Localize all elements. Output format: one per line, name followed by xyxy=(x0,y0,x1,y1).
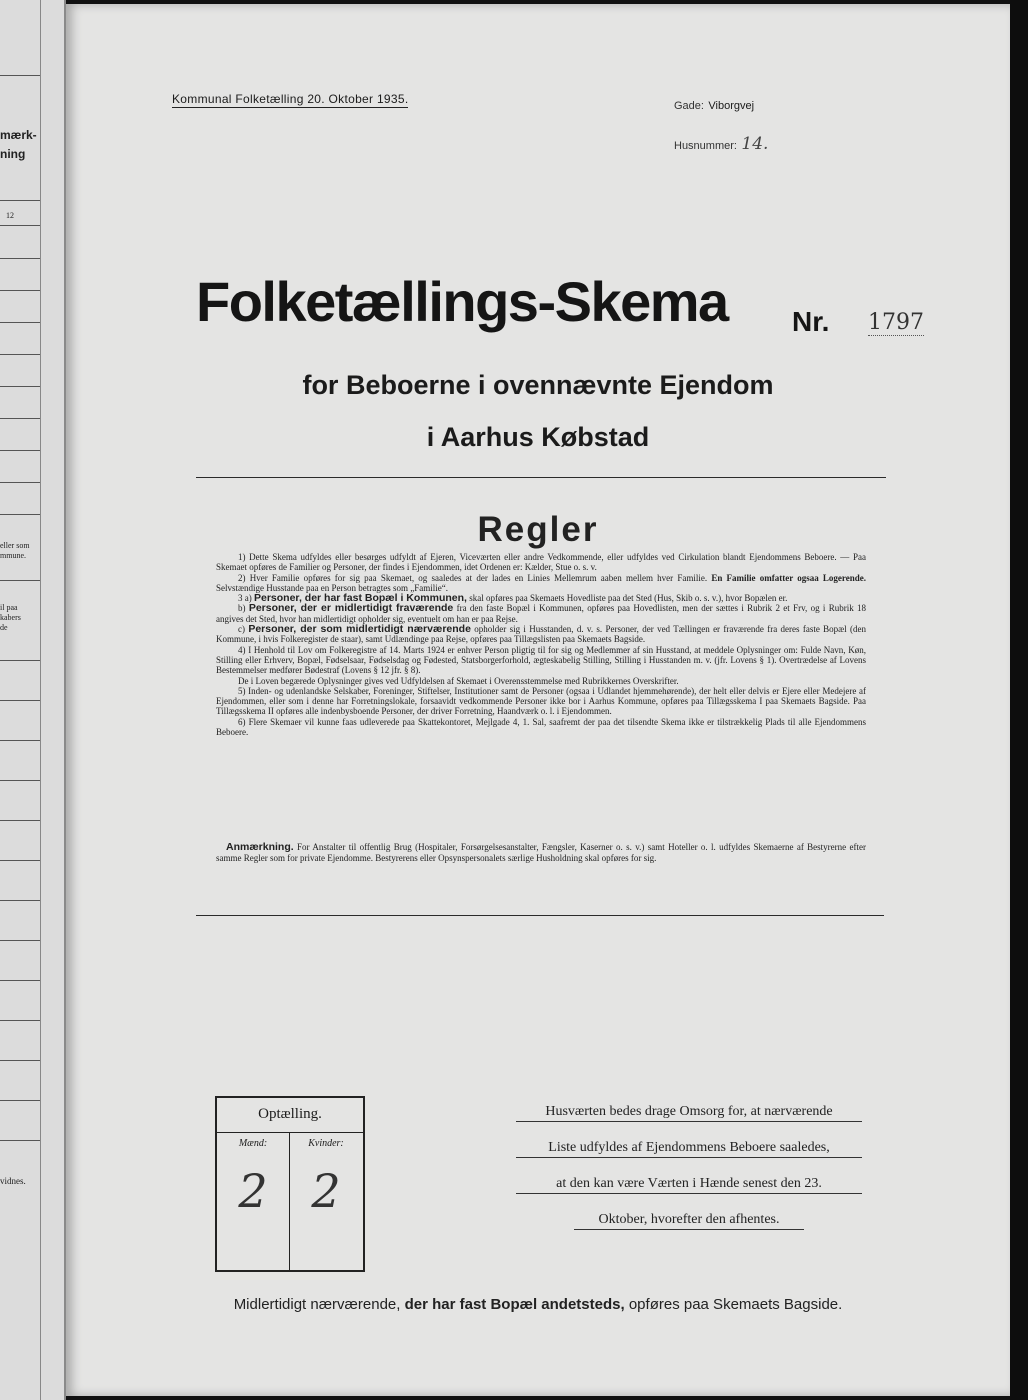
rule-5: 5) Inden- og udenlandske Selskaber, Foreninger, Stiftelser, Institutioner samt de Personer (ogsaa i Udlandet hjemmehørende), der helt eller delvis er Ejere eller Medejere af Ejendommen, eller som i denne har Forretningslokale, forsaavidt vedkommende Personer ikke bor i Aarhus Kommune, opføres paa Tillægsskema I paa Skemaets Bagside. Paa Tillægsskema II opføres alle indenbysboende Personer, der driver Forretning, Haandværk o. l. i Ejendommen. xyxy=(216,685,866,717)
left-page-rule xyxy=(0,1140,40,1141)
rule-3a-bold: Personer, der har fast Bopæl i Kommunen, xyxy=(254,592,467,605)
rule-2-text-end: Selvstændige Husstande paa en Person betragtes som „Familie“. xyxy=(216,582,448,593)
note-text: For Anstalter til offentlig Brug (Hospitaler, Forsørgelsesanstalter, Fængsler, Kaserner o. s. v.) samt Hoteller o. l. udfyldes Skemaerne af Bestyrerne efter samme Regler som for private Ejendomme. Bestyrerens eller Opsynspersonalets særlige Husholdning skal opføres for sig. xyxy=(216,842,866,863)
house-number-value: 14. xyxy=(741,134,769,154)
left-page-text: kabers xyxy=(0,613,21,622)
census-form-page xyxy=(66,4,1010,1396)
left-page-rule xyxy=(0,450,40,451)
left-page-rule xyxy=(0,1100,40,1101)
women-label: Kvinder: xyxy=(308,1138,344,1149)
men-count: 2 xyxy=(238,1164,268,1218)
left-page-text: mmune. xyxy=(0,551,26,560)
rule-3b-bold: Personer, der er midlertidigt fraværende xyxy=(248,602,454,615)
divider-top xyxy=(196,477,886,478)
rule-3c-text: opholder sig i Husstanden, d. v. s. Personer, der ved Tællingen er fraværende fra deres faste Bopæl (den Kommune, i hvis Folkeregister de staar), samt Udlændinge paa Rejse, opføres paa Tillægslisten paa Skemaets Bagside. xyxy=(216,624,867,645)
left-page-rule xyxy=(0,200,40,201)
left-page-rule xyxy=(0,482,40,483)
rule-2 xyxy=(216,573,866,594)
instruction-line-4: Oktober, hvorefter den afhentes. xyxy=(574,1212,804,1230)
rule-3a-text: skal opføres paa Skemaets Hovedliste paa det Sted (Hus, Skib o. s. v.), hvor Bopælen er. xyxy=(469,593,788,604)
rule-3c-bold: Personer, der som midlertidigt nærværende xyxy=(248,623,471,636)
house-number-field xyxy=(674,134,768,154)
instruction-line-2: Liste udfyldes af Ejendommens Beboere saaledes, xyxy=(516,1140,862,1158)
left-page-rule xyxy=(0,940,40,941)
rule-1: 1) Dette Skema udfyldes eller besørges udfyldt af Ejeren, Viceværten eller andre Vedkommende, eller udfyldes ved Cirkulation blandt Ejendommens Beboere. — Paa Skemaet opføres de Familier og Personer, der findes i Ejendommen, idet Ordenen er: Kælder, Stue o. s. v. xyxy=(216,552,866,573)
footer-note xyxy=(66,1296,1010,1313)
left-page-text: de xyxy=(0,623,8,632)
men-label: Mænd: xyxy=(238,1138,268,1149)
rules-body xyxy=(216,552,866,737)
street-value: Viborgvej xyxy=(708,100,755,112)
form-title: Folketællings-Skema xyxy=(196,270,728,333)
rule-3a-number: 3 a) xyxy=(238,593,252,604)
house-number-label: Husnummer: xyxy=(674,140,737,152)
left-page-margin-line xyxy=(40,0,41,1400)
left-page-rule xyxy=(0,225,40,226)
instruction-line-1: Husværten bedes drage Omsorg for, at nærværende xyxy=(516,1104,862,1122)
footer-bold: der har fast Bopæl andetsteds, xyxy=(404,1296,625,1313)
street-label: Gade: xyxy=(674,100,704,112)
rule-6: 6) Flere Skemaer vil kunne faas udleverede paa Skattekontoret, Mejlgade 4, 1. Sal, saafremt der paa det tilsendte Skema ikke er tilstrækkelig Plads til alle Ejendommens Beboere. xyxy=(216,716,866,738)
left-page-rule xyxy=(0,860,40,861)
form-subtitle-2: i Aarhus Købstad xyxy=(426,422,650,452)
left-page-rule xyxy=(0,290,40,291)
footer-text: Midlertidigt nærværende, xyxy=(233,1296,401,1313)
women-count: 2 xyxy=(311,1164,341,1218)
count-box-divider xyxy=(217,1132,363,1133)
count-box xyxy=(215,1096,365,1272)
form-number: 1797 xyxy=(868,310,924,335)
rule-3b-text: fra den faste Bopæl i Kommunen, opføres paa Hovedlisten, men der sættes i Rubrik 2 et Frv, og i Rubrik 18 angives det Sted, hvor han midlertidigt opholder sig, eventuelt om han er paa Rejse. xyxy=(216,603,867,624)
left-page-rule xyxy=(0,660,40,661)
divider-bottom xyxy=(196,915,884,916)
left-page-rule xyxy=(0,1020,40,1021)
scan-border xyxy=(1010,0,1028,1400)
left-page-text: il paa xyxy=(0,603,18,612)
rule-4: 4) I Henhold til Lov om Folkeregistre af 14. Marts 1924 er enhver Person pligtig til for sig og Medlemmer af sin Husstand, at meddele Oplysninger om: Fulde Navn, Køn, Stilling eller Erhverv, Bopæl, Fødselsaar, Fødselsdag og Fødested, Statsborgerforhold, ægteskabelig Stilling, Stilling i Husstanden m. v. (jfr. Lovens § 1). Overtrædelse af Lovens Bestemmelser medfører Bødestraf (Lovens § 12 jfr. § 8). xyxy=(216,644,866,676)
left-page-text: eller som xyxy=(0,541,30,550)
rule-2-bold: En Familie omfatter ogsaa Logerende. xyxy=(711,572,866,583)
left-page-rule xyxy=(0,354,40,355)
rule-3b-number: b) xyxy=(238,603,246,614)
rules-heading: Regler xyxy=(477,510,599,549)
left-page-rule xyxy=(0,820,40,821)
left-page-rule xyxy=(0,322,40,323)
note xyxy=(216,842,866,863)
count-box-title: Optælling. xyxy=(258,1106,322,1122)
street-field xyxy=(674,96,754,114)
left-page-text: vidnes. xyxy=(0,1176,26,1186)
instruction-line-3: at den kan være Værten i Hænde senest den 23. xyxy=(516,1176,862,1194)
census-title-header: Kommunal Folketælling 20. Oktober 1935. xyxy=(172,92,409,106)
left-page-text: 12 xyxy=(6,211,14,220)
left-page-fragment xyxy=(0,0,66,1400)
left-page-text: ning xyxy=(0,147,26,161)
note-label: Anmærkning. xyxy=(226,841,294,853)
left-page-rule xyxy=(0,900,40,901)
rule-3c xyxy=(216,624,866,645)
form-subtitle-1: for Beboerne i ovennævnte Ejendom xyxy=(302,370,774,400)
left-page-text: mærk- xyxy=(0,128,37,142)
left-page-rule xyxy=(0,514,40,515)
form-nr-label: Nr. xyxy=(792,306,830,337)
left-page-rule xyxy=(0,386,40,387)
left-page-rule xyxy=(0,580,40,581)
footer-text-end: opføres paa Skemaets Bagside. xyxy=(628,1296,843,1313)
left-page-rule xyxy=(0,258,40,259)
left-page-rule xyxy=(0,418,40,419)
left-page-rule xyxy=(0,980,40,981)
left-page-rule xyxy=(0,700,40,701)
rule-3c-number: c) xyxy=(238,624,245,635)
rule-3b xyxy=(216,603,866,624)
left-page-rule xyxy=(0,740,40,741)
rule-4b: De i Loven begærede Oplysninger gives ved Udfyldelsen af Skemaet i Overensstemmelse med Rubrikkernes Overskrifter. xyxy=(238,675,679,686)
left-page-rule xyxy=(0,1060,40,1061)
rule-2-text: 2) Hver Familie opføres for sig paa Skemaet, og saaledes at der lades en Linies Mellemrum aaben mellem hver Familie. xyxy=(238,572,708,583)
left-page-rule xyxy=(0,780,40,781)
left-page-rule xyxy=(0,75,40,76)
